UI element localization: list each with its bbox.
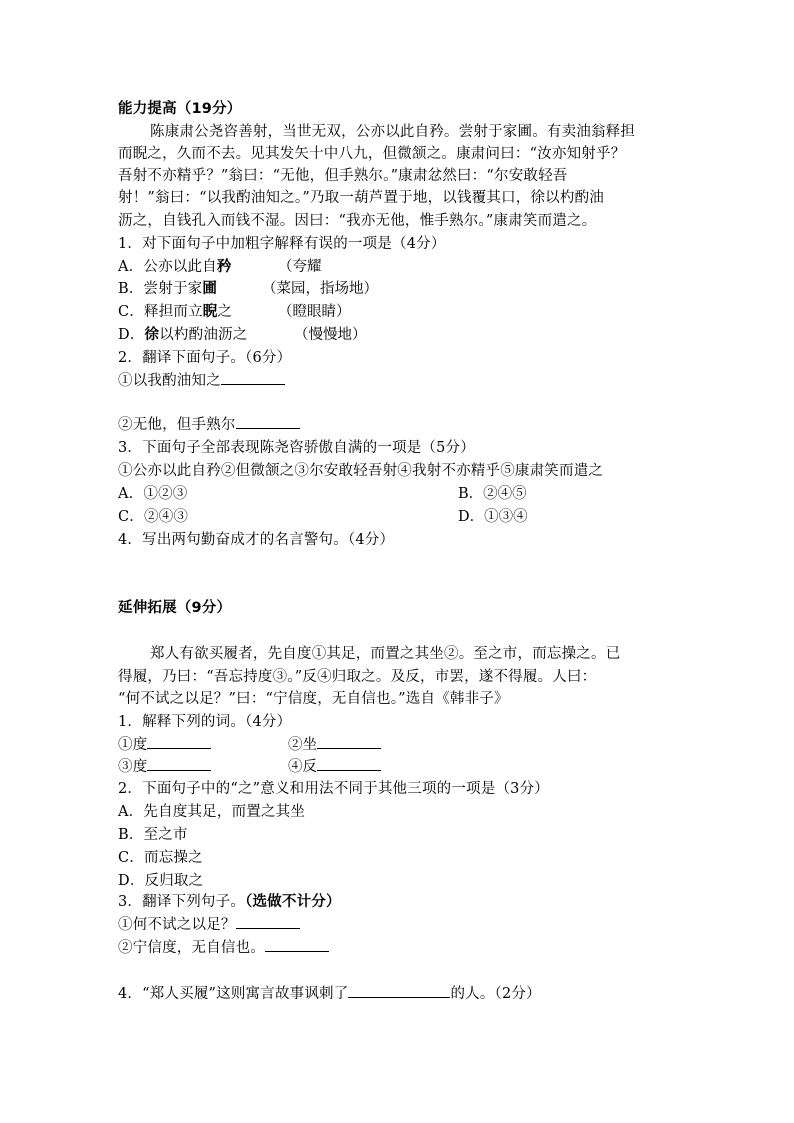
answer-blank[interactable]: [221, 370, 285, 385]
item-text: ①何不试之以足？: [118, 917, 236, 933]
q1-option-d-gloss: （慢慢地）: [294, 327, 367, 343]
q1-option-a: [118, 256, 232, 278]
s2-q1-word-3: [118, 756, 211, 778]
stem-text: 3．翻译下列句子。: [118, 894, 246, 910]
optional-note: （选做不计分）: [245, 893, 341, 910]
bold-char: 睨: [202, 303, 218, 320]
q3-option-a: A．①②③: [118, 486, 188, 502]
option-text: B．尝射于家: [118, 281, 203, 297]
s2-question-3-stem: [118, 891, 341, 913]
bold-char: 矜: [216, 258, 232, 275]
passage-line: 而睨之，久而不去。见其发矢十中八九，但微颔之。康肃问曰：“汝亦知射乎？: [118, 146, 626, 162]
passage-line: 得履，乃曰：“吾忘持度③。”反④归取之。及反，市罢，遂不得履。人曰：: [118, 669, 597, 685]
item-text: ②无他，但手熟尔: [118, 417, 236, 433]
word-label: ④反: [288, 759, 317, 775]
s2-question-1-stem: 1．解释下列的词。（4分）: [118, 714, 292, 730]
option-text: C．释担而立: [118, 304, 203, 320]
question-1-stem: 1．对下面句子中加粗字解释有误的一项是（4分）: [118, 236, 446, 252]
q3-option-d: D．①③④: [458, 509, 528, 525]
answer-blank[interactable]: [236, 414, 300, 429]
option-text: D．: [118, 327, 145, 343]
question-4-stem: 4．写出两句勤奋成才的名言警句。（4分）: [118, 532, 395, 548]
option-text: 之: [217, 304, 233, 320]
q3-option-c: C．②④③: [118, 509, 189, 525]
answer-blank[interactable]: [236, 914, 300, 929]
q1-option-d: [118, 324, 247, 346]
answer-blank[interactable]: [348, 983, 450, 998]
question-3-stem: 3．下面句子全部表现陈尧咨骄傲自满的一项是（5分）: [118, 440, 475, 456]
answer-blank[interactable]: [147, 756, 211, 771]
word-label: ②坐: [288, 737, 317, 753]
q2-item-1: [118, 370, 285, 392]
passage-line: 射！”翁曰：“以我酌油知之。”乃取一葫芦置于地，以钱覆其口，徐以杓酌油: [118, 190, 604, 206]
item-text: ①以我酌油知之: [118, 373, 221, 389]
answer-blank[interactable]: [317, 756, 381, 771]
s2-question-4: [118, 983, 541, 1005]
s2-q1-word-1: [118, 734, 211, 756]
option-text: A．公亦以此自: [118, 259, 217, 275]
answer-blank[interactable]: [265, 937, 329, 952]
stem-text: 4．“郑人买履”这则寓言故事讽刺了: [118, 986, 349, 1002]
word-label: ①度: [118, 737, 148, 753]
q1-option-c: [118, 301, 232, 323]
passage-line: 陈康肃公尧咨善射，当世无双，公亦以此自矜。尝射于家圃。有卖油翁释担: [150, 124, 636, 140]
q1-option-a-gloss: （夸耀: [278, 259, 322, 275]
s2-q2-option-d: D．反归取之: [118, 873, 204, 889]
s2-q3-item-1: [118, 914, 300, 936]
option-text: 以杓酌油沥之: [159, 327, 248, 343]
q2-item-2: [118, 414, 300, 436]
s2-q2-option-b: B．至之市: [118, 827, 188, 843]
q3-items: ①公亦以此自矜②但微颔之③尔安敢轻吾射④我射不亦精乎⑤康肃笑而遣之: [118, 463, 604, 479]
q1-option-b: [118, 278, 217, 300]
bold-char: 圃: [202, 280, 218, 297]
passage-line: “何不试之以足？”曰：“宁信度，无自信也。”选自《韩非子》: [118, 691, 509, 707]
q3-option-b: B．②④⑤: [458, 486, 527, 502]
s2-q1-word-2: [288, 734, 381, 756]
passage-line: 沥之，自钱孔入而钱不湿。因曰：“我亦无他，惟手熟尔。”康肃笑而遣之。: [118, 213, 597, 229]
section-title-extension: 延伸拓展（9分）: [118, 600, 232, 616]
stem-text: 的人。（2分）: [450, 986, 541, 1002]
s2-q2-option-c: C．而忘操之: [118, 850, 203, 866]
s2-q2-option-a: A．先自度其足，而置之其坐: [118, 804, 306, 820]
passage-line: 吾射不亦精乎？”翁曰：“无他，但手熟尔。”康肃忿然曰：“尔安敢轻吾: [118, 168, 568, 184]
s2-q1-word-4: [288, 756, 381, 778]
section-title-ability: 能力提高（19分）: [118, 101, 242, 117]
bold-char: 徐: [144, 326, 160, 343]
q1-option-b-gloss: （菜园，指场地）: [262, 281, 378, 297]
question-2-stem: 2．翻译下面句子。（6分）: [118, 350, 292, 366]
s2-q3-item-2: [118, 937, 329, 959]
s2-question-2-stem: 2．下面句子中的“之”意义和用法不同于其他三项的一项是（3分）: [118, 781, 549, 797]
item-text: ②宁信度，无自信也。: [118, 940, 265, 956]
answer-blank[interactable]: [147, 734, 211, 749]
q1-option-c-gloss: （瞪眼睛）: [278, 304, 351, 320]
passage-line: 郑人有欲买履者，先自度①其足，而置之其坐②。至之市，而忘操之。已: [150, 646, 621, 662]
word-label: ③度: [118, 759, 148, 775]
answer-blank[interactable]: [317, 734, 381, 749]
